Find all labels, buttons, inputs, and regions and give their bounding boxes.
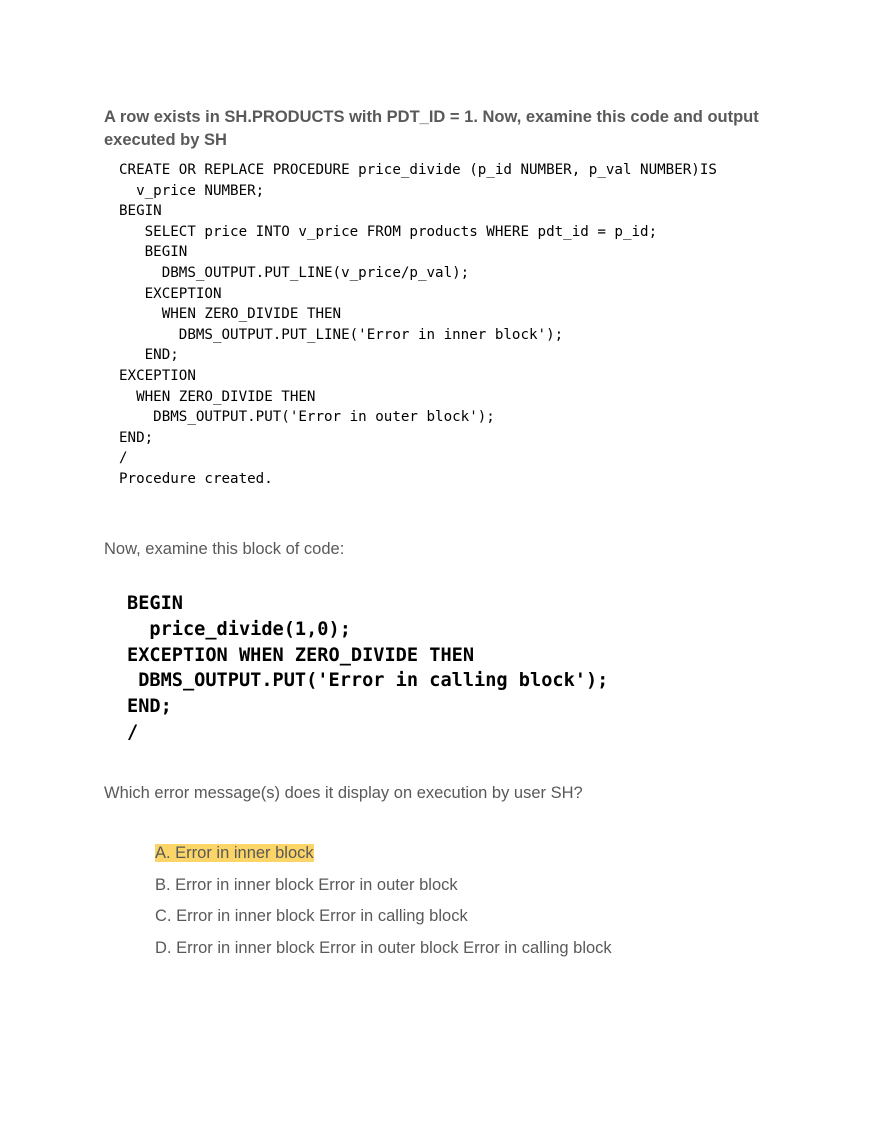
code-line: SELECT price INTO v_price FROM products WHERE pdt_id = p_id; bbox=[119, 223, 658, 240]
code-line: EXCEPTION WHEN ZERO_DIVIDE THEN bbox=[127, 644, 475, 666]
code-line: Procedure created. bbox=[119, 470, 273, 487]
block-prompt: Now, examine this block of code: bbox=[104, 540, 345, 558]
code-line: WHEN ZERO_DIVIDE THEN bbox=[119, 306, 342, 323]
code-line: BEGIN bbox=[119, 244, 188, 261]
option-c[interactable] bbox=[155, 905, 612, 937]
option-label: B. Error in inner block Error in outer block bbox=[155, 875, 458, 894]
option-b[interactable] bbox=[155, 874, 612, 906]
code-line: EXCEPTION bbox=[119, 285, 222, 302]
answer-options bbox=[155, 842, 612, 968]
option-d[interactable] bbox=[155, 937, 612, 969]
code-line: / bbox=[119, 450, 128, 467]
code-line: EXCEPTION bbox=[119, 367, 196, 384]
option-label: A. Error in inner block bbox=[155, 844, 314, 862]
option-a[interactable] bbox=[155, 842, 612, 874]
code-line: WHEN ZERO_DIVIDE THEN bbox=[119, 388, 316, 405]
code-line: DBMS_OUTPUT.PUT_LINE(v_price/p_val); bbox=[119, 264, 470, 281]
code-line: DBMS_OUTPUT.PUT('Error in outer block'); bbox=[119, 409, 495, 426]
code-line: END; bbox=[127, 696, 172, 718]
option-label: D. Error in inner block Error in outer block Error in calling block bbox=[155, 938, 612, 957]
code-line: DBMS_OUTPUT.PUT('Error in calling block'); bbox=[127, 670, 609, 692]
option-label: C. Error in inner block Error in calling block bbox=[155, 907, 468, 925]
code-line: END; bbox=[119, 429, 154, 446]
code-line: END; bbox=[119, 347, 179, 364]
question-heading: A row exists in SH.PRODUCTS with PDT_ID = 1. Now, examine this code and output executed by SH bbox=[104, 108, 759, 149]
code-line: DBMS_OUTPUT.PUT_LINE('Error in inner block'); bbox=[119, 326, 564, 343]
code-line: price_divide(1,0); bbox=[127, 618, 351, 640]
question-prompt: Which error message(s) does it display on execution by user SH? bbox=[104, 784, 583, 802]
code-line: / bbox=[127, 721, 139, 743]
code-line: v_price NUMBER; bbox=[119, 182, 265, 199]
calling-code-block bbox=[127, 591, 608, 746]
code-line: BEGIN bbox=[127, 593, 183, 614]
code-line: CREATE OR REPLACE PROCEDURE price_divide (p_id NUMBER, p_val NUMBER)IS bbox=[119, 162, 717, 178]
code-line: BEGIN bbox=[119, 203, 162, 220]
procedure-code-block bbox=[119, 160, 717, 490]
